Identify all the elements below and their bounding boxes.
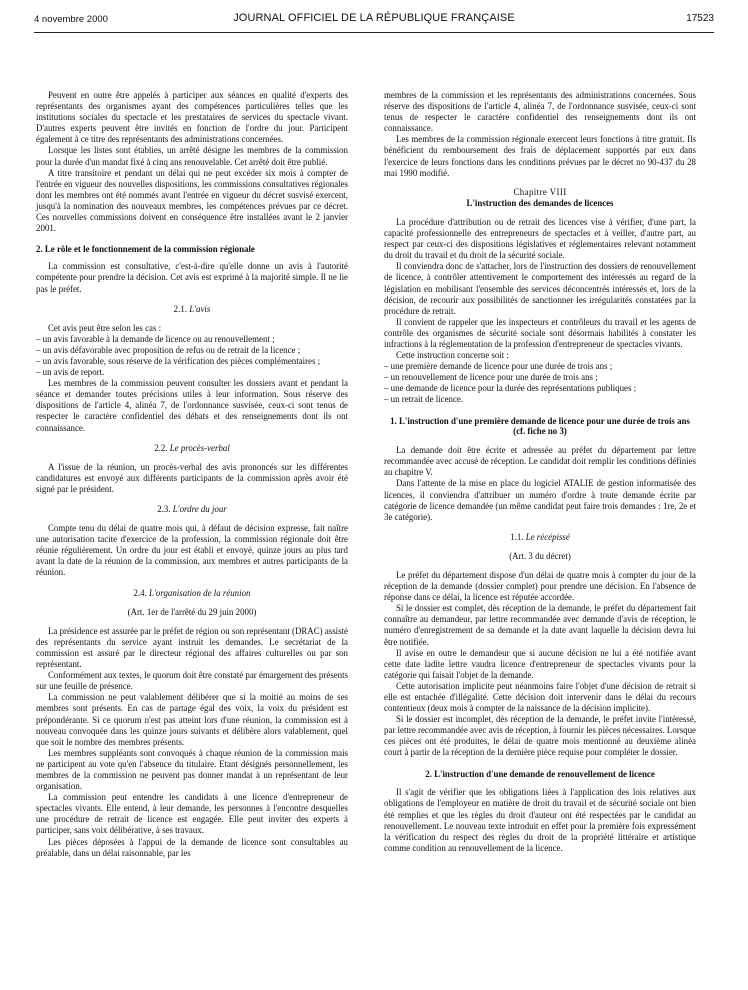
paragraph: A l'issue de la réunion, un procès-verbal des avis prononcés sur les différentes candidatures est envoyé aux différents participants de la commission après avoir été signé par le président. [36,461,348,494]
paragraph: Compte tenu du délai de quatre mois qui, à défaut de décision expresse, fait naître une autorisation tacite d'exercice de la profession, la commission régionale doit être réunie régulièrement. Un ordre du jour est établi et envoyé, quinze jours au plus tard avant la date de la réunion de la commission, aux membres et autres participants de la réunion. [36,523,348,578]
paragraph: La procédure d'attribution ou de retrait des licences vise à vérifier, d'une part, la capacité professionnelle des entrepreneurs de spectacles et à veiller, d'autre part, au respect par ceux-ci des dispositions législatives et réglementaires relevant notamment du droit du travail et du droit de la sécurité sociale. [384,216,696,261]
paragraph: Les membres suppléants sont convoqués à chaque réunion de la commission mais ne participent au vote qu'en l'absence du titulaire. Etant désignés personnellement, les membres de la commission ne peuvent pas donner mandat à un représentant de leur organisation. [36,747,348,792]
subsection-title: L'ordre du jour [172,504,227,514]
header-date: 4 novembre 2000 [34,14,108,25]
section-heading: 2. Le rôle et le fonctionnement de la commission régionale [36,244,255,255]
subsection-title: L'organisation de la réunion [149,587,251,598]
list-item: – un renouvellement de licence pour une durée de trois ans ; [384,372,598,383]
subsection-number: 2.1. [173,303,187,314]
chapter-title: L'instruction des demandes de licences [466,197,614,208]
paragraph: Conformément aux textes, le quorum doit être constaté par émargement des présents sur une feuille de présence. [36,670,349,692]
paragraph: Lorsque les listes sont établies, un arrêté désigne les membres de la commission pour la durée d'un mandat fixé à cinq ans renouvelable. Cet arrêté doit être publié. [36,145,348,167]
paragraph: Si le dossier est incomplet, dès réception de la demande, le préfet invite l'intéressé, par lettre recommandée avec avis de réception, à fournir les pièces nécessaires. Lorsque ces pièces ont été produites, le délai de quatre mois mentionné au deuxième alinéa court à partir de la réception de la dernière pièce requise pour compléter le dossier. [384,714,696,758]
list-item: – un avis défavorable avec proposition de refus ou de retrait de la licence ; [36,344,301,355]
paragraph: Dans l'attente de la mise en place du logiciel ATALIE de gestion informatisée des licences, il conviendra d'attribuer un numéro d'ordre à toute demande écrite par catégorie de licence demandée (un même candidat peut faire trois demandes : 1re, 2e et 3e catégorie). [384,478,696,522]
paragraph: Les pièces déposées à l'appui de la demande de licence sont consultables au préalable, dans un délai raisonnable, par les [36,836,348,858]
subsection-heading [36,504,348,515]
paragraph: Si le dossier est complet, dès réception de la demande, le préfet du département fait connaître au demandeur, par lettre recommandée avec demande d'avis de réception, le numéro d'enregistrement de sa demande et la date avant laquelle la décision devra lui être notifiée. [384,603,696,647]
left-column [36,90,348,859]
paragraph: La présidence est assurée par le préfet de région ou son représentant (DRAC) assisté des représentants du service ayant instruit les demandes. Le secrétariat de la commission est assuré par le directeur régional des affaires culturelles ou par son représentant. [36,625,348,670]
paragraph: Cette autorisation implicite peut néanmoins faire l'objet d'une décision de retrait si elle est entachée d'illégalité. Cette décision doit intervenir dans le délai du recours contentieux (deux mois à compter de la naissance de la décision implicite). [384,680,696,714]
paragraph: Il avise en outre le demandeur que si aucune décision ne lui a été notifiée avant cette date ladite lettre vaudra licence d'entrepreneur de spectacles vivants pour la catégorie qui faisait l'objet de la demande. [384,647,696,680]
list-item: – un avis de report. [36,367,105,378]
subsection-heading [384,532,696,543]
subsection-heading [36,443,348,454]
right-column [384,90,696,854]
paragraph: La commission peut entendre les candidats à une licence d'entrepreneur de spectacles vivants. Elle entend, à leur demande, les personnes à l'encontre desquelles une procédure de retrait de licence est engagée. Elle peut inviter des experts à participer, sans voix délibérative, à ses travaux. [36,792,348,836]
list-item: – une demande de licence pour la durée des représentations publiques ; [384,383,637,394]
subsection-heading [36,304,348,315]
page-number: 17523 [686,13,714,24]
section-heading: 2. L'instruction d'une demande de renouvellement de licence [425,768,655,779]
paragraph: membres de la commission et les représentants des administrations concernées. Sous réserve des dispositions de l'article 4, alinéa 7, de l'ordonnance susvisée, ceux-ci sont tenus de respecter le caractère confidentiel des renseignements dont ils ont connaissance. [384,90,696,134]
list-item: – une première demande de licence pour une durée de trois ans ; [384,361,613,372]
page-header [34,12,714,28]
paragraph: Cet avis peut être selon les cas : [48,322,162,333]
paragraph: Le préfet du département dispose d'un délai de quatre mois à compter du jour de la réception de la demande (dossier complet) pour prendre une décision. En l'absence de réponse dans ce délai, la licence est réputée accordée. [384,569,696,603]
article-reference: (Art. 1er de l'arrêté du 29 juin 2000) [127,606,257,617]
subsection-number: 2.2. [154,442,168,453]
subsection-title: Le récépissé [525,531,570,542]
paragraph: Cette instruction concerne soit : [396,350,509,361]
list-item: – un avis favorable à la demande de licence ou au renouvellement ; [36,333,275,344]
subsection-number: 2.4. [133,587,147,598]
paragraph: Peuvent en outre être appelés à participer aux séances en qualité d'experts des représentants des organismes ayant des compétences particulières telles que les institutions sociales du spectacle et les prestataires de services du spectacle vivant. D'autres experts peuvent être invités en fonction de l'ordre du jour. Participent également à ce titre des représentants des administrations concernées. [36,90,348,145]
paragraph: La commission est consultative, c'est-à-dire qu'elle donne un avis à l'autorité compétente pour prendre la décision. Cet avis est exprimé à la majorité simple. Il ne lie pas le préfet. [36,261,348,294]
article-reference: (Art. 3 du décret) [509,550,571,561]
journal-title: JOURNAL OFFICIEL DE LA RÉPUBLIQUE FRANÇAISE [233,12,515,24]
paragraph: A titre transitoire et pendant un délai qui ne peut excéder six mois à compter de l'entrée en vigueur des nouvelles dispositions, les commissions consultatives régionales dont les membres ont été nommés avant l'entrée en vigueur du décret susvisé exercent, jusqu'à la nomination des nouveaux membres, les compétences prévues par ce décret. Ces nouvelles commissions doivent en conséquence être installées avant le 2 janvier 2001. [36,167,348,234]
subsection-title: L'avis [189,303,211,314]
subsection-title: Le procès-verbal [169,442,230,453]
paragraph: Il conviendra donc de s'attacher, lors de l'instruction des dossiers de renouvellement de licence, à contrôler attentivement le comportement des intéressés au regard de la législation en mobilisant l'ensemble des services déconcentrés intéressés et, lors de la décision, de recourir aux possibilités de sanctionner les irrégularités constatées par la procédure de retrait. [384,261,696,316]
subsection-number: 2.3. [157,504,171,514]
header-rule [34,32,714,33]
paragraph: La demande doit être écrite et adressée au préfet du département par lettre recommandée avec accusé de réception. Le candidat doit remplir les conditions définies au chapitre V. [384,445,696,478]
list-item: – un avis favorable, sous réserve de la vérification des pièces complémentaires ; [36,355,321,366]
paragraph: Les membres de la commission peuvent consulter les dossiers avant et pendant la séance et demander toutes précisions utiles à leur information. Sous réserve des dispositions de l'article 4, alinéa 7, de l'ordonnance susvisée, ceux-ci sont tenus de respecter le caractère confidentiel des débats et des renseignements dont ils ont connaissance. [36,378,348,433]
section-heading: 1. L'instruction d'une première demande de licence pour une durée de trois ans (cf. fiche no 3) [390,415,690,437]
paragraph: Il convient de rappeler que les inspecteurs et contrôleurs du travail et les agents de contrôle des organismes de sécurité sociale sont désormais habilités à constater les infractions à la réglementation de la profession d'entrepreneur de spectacles vivants. [384,316,696,349]
list-item: – un retrait de licence. [384,394,464,405]
subsection-number: 1.1. [510,531,524,542]
paragraph: La commission ne peut valablement délibérer que si la moitié au moins de ses membres sont présents. En cas de partage égal des voix, la voix du président est prépondérante. Si ce quorum n'est pas atteint lors d'une réunion, la commission est à nouveau convoquée dans les quinze jours suivants et délibère alors valablement, quel que soit le nombre des membres présents. [36,692,348,747]
chapter-label: Chapitre VIII [513,186,567,197]
paragraph: Il s'agit de vérifier que les obligations liées à l'application des lois relatives aux obligations de l'employeur en matière de droit du travail et de sécurité sociale ont bien été remplies et que les règles du droit d'auteur ont été respectées par le candidat au renouvellement. Le nouveau texte introduit en effet pour la première fois expressément la vérification du respect des règles du droit de la propriété littéraire et artistique comme condition au renouvellement de la licence. [384,787,696,853]
subsection-heading [36,588,348,599]
paragraph: Les membres de la commission régionale exercent leurs fonctions à titre gratuit. Ils bénéficient du remboursement des frais de déplacement supportés par eux dans l'exercice de leurs fonctions dans les conditions prévues par le décret no 90-437 du 28 mai 1990 modifié. [384,134,696,178]
